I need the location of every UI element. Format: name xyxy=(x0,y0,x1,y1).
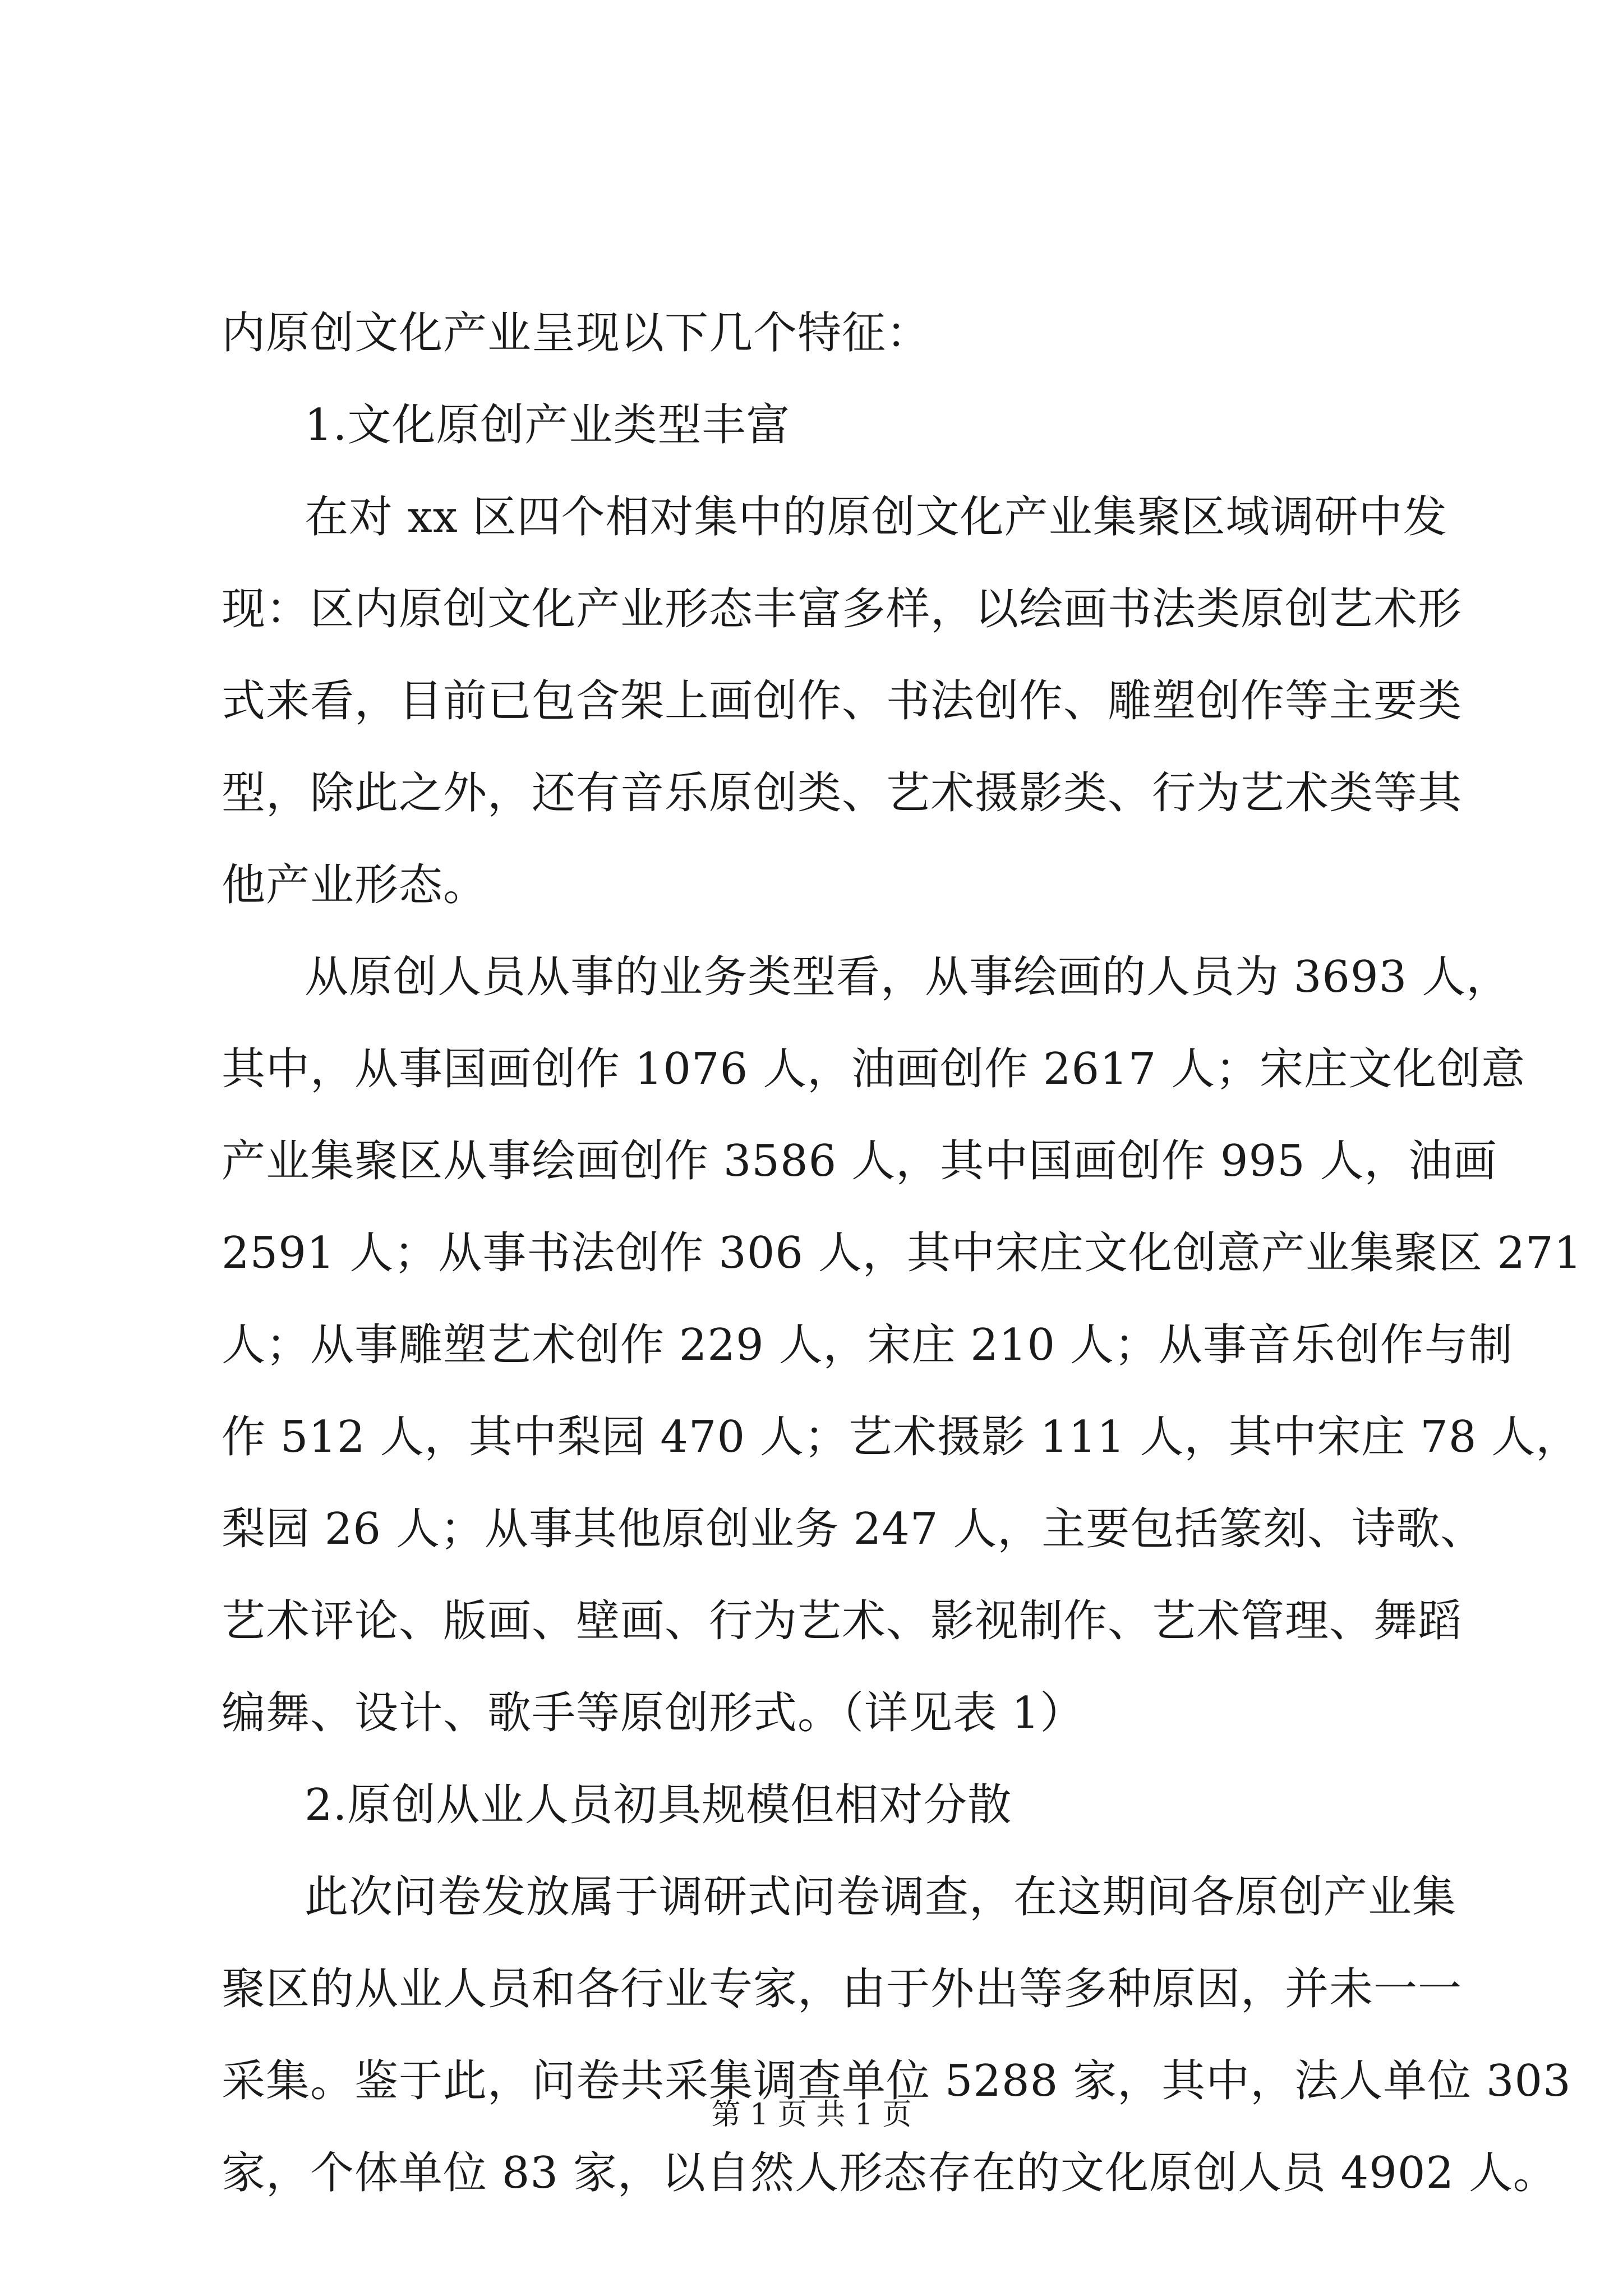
text-line: 家，个体单位 83 家，以自然人形态存在的文化原创人员 4902 人。 xyxy=(222,2148,1557,2198)
text-line: 作 512 人，其中梨园 470 人；艺术摄影 111 人，其中宋庄 78 人， xyxy=(222,1412,1580,1462)
text-line: 此次问卷发放属于调研式问卷调查，在这期间各原创产业集 xyxy=(305,1872,1457,1922)
text-line: 内原创文化产业呈现以下几个特征： xyxy=(222,308,931,358)
text-line: 人；从事雕塑艺术创作 229 人，宋庄 210 人；从事音乐创作与制 xyxy=(222,1320,1513,1370)
text-line: 从原创人员从事的业务类型看，从事绘画的人员为 3693 人， xyxy=(305,952,1511,1002)
page-footer: 第 1 页 共 1 页 xyxy=(711,2098,912,2132)
text-line: 他产业形态。 xyxy=(222,860,488,910)
text-line: 型，除此之外，还有音乐原创类、艺术摄影类、行为艺术类等其 xyxy=(222,768,1463,818)
text-line: 艺术评论、版画、壁画、行为艺术、影视制作、艺术管理、舞蹈 xyxy=(222,1596,1463,1646)
text-line: 聚区的从业人员和各行业专家，由于外出等多种原因，并未一一 xyxy=(222,1964,1463,2014)
text-line: 现：区内原创文化产业形态丰富多样，以绘画书法类原创艺术形 xyxy=(222,584,1463,634)
text-line: 产业集聚区从事绘画创作 3586 人，其中国画创作 995 人，油画 xyxy=(222,1136,1497,1186)
text-line: 2591 人；从事书法创作 306 人，其中宋庄文化创意产业集聚区 271 xyxy=(222,1228,1583,1278)
section-heading: 2.原创从业人员初具规模但相对分散 xyxy=(305,1780,1012,1830)
document-body xyxy=(222,287,1583,2219)
text-line: 其中，从事国画创作 1076 人，油画创作 2617 人；宋庄文化创意 xyxy=(222,1044,1526,1094)
text-line: 采集。鉴于此，问卷共采集调查单位 5288 家，其中，法人单位 303 xyxy=(222,2056,1571,2106)
section-heading: 1.文化原创产业类型丰富 xyxy=(305,400,791,450)
text-line: 在对 xx 区四个相对集中的原创文化产业集聚区域调研中发 xyxy=(305,492,1447,542)
text-line: 梨园 26 人；从事其他原创业务 247 人，主要包括篆刻、诗歌、 xyxy=(222,1504,1485,1554)
text-line: 编舞、设计、歌手等原创形式。（详见表 1） xyxy=(222,1688,1085,1738)
text-line: 式来看，目前已包含架上画创作、书法创作、雕塑创作等主要类 xyxy=(222,676,1463,726)
